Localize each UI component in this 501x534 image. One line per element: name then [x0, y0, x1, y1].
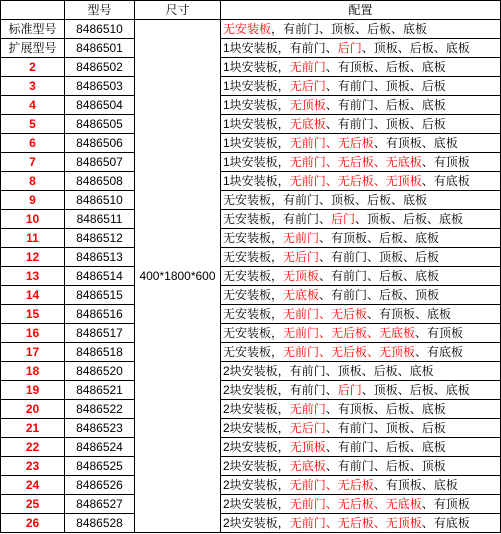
row-label: 21: [1, 419, 65, 438]
row-model: 8486524: [65, 438, 135, 457]
row-config: [221, 381, 501, 400]
row-model: 8486523: [65, 419, 135, 438]
row-model: 8486521: [65, 381, 135, 400]
row-config: [221, 343, 501, 362]
table-row: [1, 134, 501, 153]
config-highlight: 无后门: [289, 79, 326, 93]
config-highlight: 无底板: [289, 459, 326, 473]
row-config: [221, 248, 501, 267]
row-config: [221, 229, 501, 248]
table-row: [1, 153, 501, 172]
row-model: 8486502: [65, 58, 135, 77]
config-text: 、有前门、后板、顶板: [325, 459, 446, 473]
row-model: 8486518: [65, 343, 135, 362]
row-model: 8486510: [65, 191, 135, 210]
row-config: [221, 495, 501, 514]
row-model: 8486503: [65, 77, 135, 96]
config-text: 、有顶板、底板: [373, 136, 458, 150]
table-row: [1, 419, 501, 438]
config-text: 、顶板、后板、底板: [355, 212, 464, 226]
config-text: 无安装板，: [223, 269, 284, 283]
config-text: 无安装板，: [223, 307, 284, 321]
row-label: 9: [1, 191, 65, 210]
row-model: 8486507: [65, 153, 135, 172]
config-highlight: 无后门: [289, 421, 326, 435]
config-highlight: 无前门、无后板、无底板: [289, 155, 422, 169]
config-text: 、有底板: [421, 516, 470, 530]
row-label: 8: [1, 172, 65, 191]
row-label: 14: [1, 286, 65, 305]
config-text: 、有顶板、后板、底板: [319, 231, 440, 245]
header-size: 尺寸: [135, 1, 221, 20]
config-text: 无安装板，: [223, 345, 284, 359]
row-config: [221, 39, 501, 58]
config-text: ，有前门、顶板、后板、底板: [271, 22, 428, 36]
row-label: 12: [1, 248, 65, 267]
row-config: [221, 400, 501, 419]
row-config: [221, 514, 501, 533]
row-label: 26: [1, 514, 65, 533]
config-highlight: 无底板: [283, 288, 320, 302]
table-row: [1, 58, 501, 77]
table-row: [1, 248, 501, 267]
config-text: 2块安装板，: [223, 459, 290, 473]
table-row: [1, 229, 501, 248]
row-model: 8486516: [65, 305, 135, 324]
config-highlight: 无顶板: [289, 98, 326, 112]
row-label: 标准型号: [1, 20, 65, 39]
row-model: 8486513: [65, 248, 135, 267]
config-text: 无安装板，有前门、: [223, 212, 332, 226]
row-label: 7: [1, 153, 65, 172]
row-config: [221, 419, 501, 438]
row-label: 17: [1, 343, 65, 362]
config-highlight: 无前门、无后板: [289, 136, 374, 150]
row-model: 8486510: [65, 20, 135, 39]
config-highlight: 无顶板: [283, 269, 320, 283]
config-text: 2块安装板，有前门、顶板、后板、底板: [223, 364, 434, 378]
row-config: [221, 96, 501, 115]
row-config: [221, 191, 501, 210]
row-model: 8486520: [65, 362, 135, 381]
config-text: 1块安装板，: [223, 79, 290, 93]
row-model: 8486517: [65, 324, 135, 343]
config-text: 无安装板，: [223, 231, 284, 245]
row-model: 8486501: [65, 39, 135, 58]
table-row: [1, 324, 501, 343]
config-highlight: 无顶板: [289, 440, 326, 454]
config-text: 2块安装板，: [223, 440, 290, 454]
row-config: [221, 305, 501, 324]
config-highlight: 后门: [337, 41, 362, 55]
config-text: 2块安装板，: [223, 497, 290, 511]
row-label: 5: [1, 115, 65, 134]
config-text: 、有前门、顶板、后板: [319, 250, 440, 264]
config-highlight: 无前门、无后板: [289, 478, 374, 492]
table-row: [1, 438, 501, 457]
header-label: [1, 1, 65, 20]
table-row: [1, 96, 501, 115]
row-config: [221, 286, 501, 305]
row-config: [221, 457, 501, 476]
row-config: [221, 438, 501, 457]
config-highlight: 无前门、无后板、无顶板: [289, 516, 422, 530]
config-text: 1块安装板，: [223, 98, 290, 112]
config-text: 、有前门、后板、顶板: [319, 288, 440, 302]
row-label: 4: [1, 96, 65, 115]
row-model: 8486515: [65, 286, 135, 305]
row-model: 8486508: [65, 172, 135, 191]
config-text: 2块安装板，: [223, 478, 290, 492]
row-label: 2: [1, 58, 65, 77]
table-row: [1, 77, 501, 96]
table-row: [1, 476, 501, 495]
row-config: [221, 172, 501, 191]
config-highlight: 无前门: [289, 402, 326, 416]
row-label: 11: [1, 229, 65, 248]
table-row: [1, 20, 501, 39]
config-text: 无安装板，有前门、顶板、后板、底板: [223, 193, 428, 207]
config-text: 、有底板: [421, 174, 470, 188]
table-row: [1, 39, 501, 58]
config-text: 、有顶板、底板: [373, 478, 458, 492]
config-highlight: 无前门、无后板、无顶板: [289, 174, 422, 188]
row-config: [221, 153, 501, 172]
row-label: 13: [1, 267, 65, 286]
config-text: 1块安装板，: [223, 136, 290, 150]
row-model: 8486514: [65, 267, 135, 286]
row-config: [221, 77, 501, 96]
row-label: 23: [1, 457, 65, 476]
config-text: 、有顶板: [421, 155, 470, 169]
row-config: [221, 115, 501, 134]
config-text: 无安装板，: [223, 250, 284, 264]
row-config: [221, 267, 501, 286]
config-text: 、有前门、顶板、后板: [325, 79, 446, 93]
config-text: 、有前门、顶板、后板: [325, 117, 446, 131]
config-highlight: 无前门、无后板: [283, 307, 368, 321]
config-highlight: 无前门、无后板、无底板: [289, 497, 422, 511]
table-row: [1, 286, 501, 305]
row-label: 24: [1, 476, 65, 495]
row-model: 8486511: [65, 210, 135, 229]
table-row: [1, 172, 501, 191]
row-model: 8486527: [65, 495, 135, 514]
config-text: 、有顶板: [421, 497, 470, 511]
table-row: [1, 115, 501, 134]
row-config: [221, 134, 501, 153]
row-label: 15: [1, 305, 65, 324]
config-text: 1块安装板，: [223, 155, 290, 169]
config-text: 、有顶板、后板、底板: [325, 402, 446, 416]
header-config: 配置: [221, 1, 501, 20]
table-row: [1, 400, 501, 419]
row-config: [221, 58, 501, 77]
row-model: 8486522: [65, 400, 135, 419]
config-highlight: 后门: [331, 212, 356, 226]
config-text: 、有前门、后板、底板: [325, 440, 446, 454]
config-text: 2块安装板，: [223, 516, 290, 530]
table-row: [1, 381, 501, 400]
row-model: 8486505: [65, 115, 135, 134]
table-row: [1, 210, 501, 229]
config-text: 2块安装板，: [223, 402, 290, 416]
row-model: 8486506: [65, 134, 135, 153]
table-row: [1, 457, 501, 476]
row-model: 8486512: [65, 229, 135, 248]
config-text: 无安装板，: [223, 326, 284, 340]
config-text: 、有前门、后板、底板: [319, 269, 440, 283]
config-text: 1块安装板，: [223, 174, 290, 188]
row-label: 16: [1, 324, 65, 343]
config-text: 2块安装板，有前门、: [223, 383, 338, 397]
config-text: 1块安装板，: [223, 117, 290, 131]
table-row: [1, 514, 501, 533]
config-text: 无安装板，: [223, 288, 284, 302]
table-row: [1, 495, 501, 514]
config-text: 2块安装板，: [223, 421, 290, 435]
config-text: 、顶板、后板、底板: [361, 41, 470, 55]
row-label: 18: [1, 362, 65, 381]
config-text: 1块安装板，: [223, 60, 290, 74]
row-config: [221, 476, 501, 495]
header-row: [1, 1, 501, 20]
config-highlight: 无底板: [289, 117, 326, 131]
config-highlight: 无前门、无后板、无顶板: [283, 345, 416, 359]
row-model: 8486528: [65, 514, 135, 533]
row-label: 25: [1, 495, 65, 514]
table-row: [1, 191, 501, 210]
row-config: [221, 324, 501, 343]
table-body: [1, 20, 501, 533]
config-text: 、有顶板、后板、底板: [325, 60, 446, 74]
size-value: 400*1800*600: [135, 20, 221, 533]
row-label: 3: [1, 77, 65, 96]
row-config: [221, 210, 501, 229]
config-text: 、顶板、后板、底板: [361, 383, 470, 397]
config-text: 、有顶板、底板: [367, 307, 452, 321]
config-highlight: 无前门、无后板、无底板: [283, 326, 416, 340]
row-label: 20: [1, 400, 65, 419]
row-model: 8486526: [65, 476, 135, 495]
config-text: 、有底板: [415, 345, 464, 359]
table-row: [1, 362, 501, 381]
config-text: 、有顶板: [415, 326, 464, 340]
config-text: 、有前门、顶板、后板: [325, 421, 446, 435]
row-label: 扩展型号: [1, 39, 65, 58]
config-highlight: 后门: [337, 383, 362, 397]
config-highlight: 无前门: [283, 231, 320, 245]
row-label: 19: [1, 381, 65, 400]
config-highlight: 无安装板: [223, 22, 272, 36]
row-model: 8486525: [65, 457, 135, 476]
row-config: [221, 362, 501, 381]
table-row: [1, 267, 501, 286]
config-text: 1块安装板，有前门、: [223, 41, 338, 55]
row-label: 10: [1, 210, 65, 229]
row-model: 8486504: [65, 96, 135, 115]
table-row: [1, 305, 501, 324]
table-row: [1, 343, 501, 362]
header-model: 型号: [65, 1, 135, 20]
row-label: 22: [1, 438, 65, 457]
config-text: 、有前门、后板、底板: [325, 98, 446, 112]
config-highlight: 无前门: [289, 60, 326, 74]
row-config: [221, 20, 501, 39]
row-label: 6: [1, 134, 65, 153]
config-highlight: 无后门: [283, 250, 320, 264]
